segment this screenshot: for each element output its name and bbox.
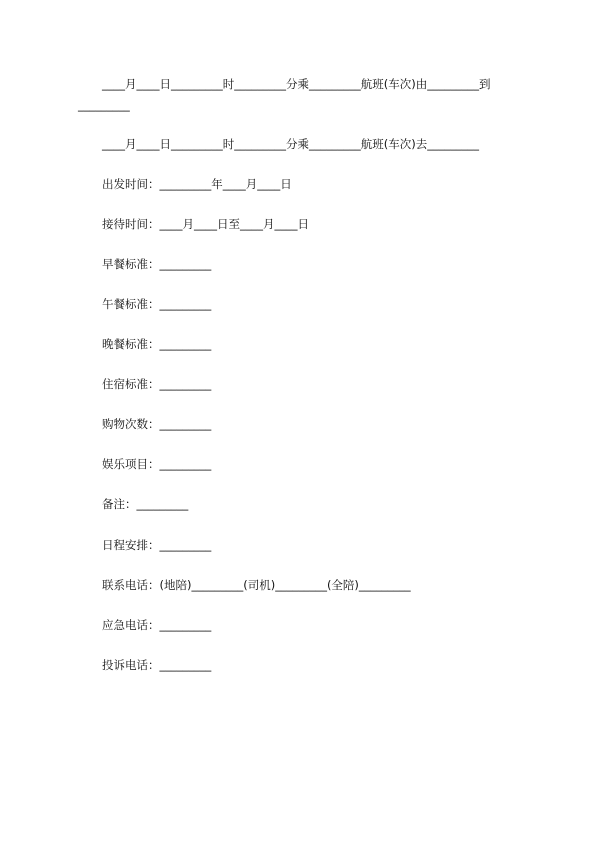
contact-phone-line <box>102 577 411 593</box>
flight-arrival-text-continued: _________ <box>78 98 130 112</box>
departure-time-text: 出发时间：_________年____月____日 <box>102 177 292 191</box>
flight-departure-text: ____月____日_________时_________分乘_________航班(车次)去_________ <box>102 137 479 151</box>
lunch-standard-line <box>102 296 211 312</box>
itinerary-line <box>102 537 211 553</box>
remarks-line <box>102 496 188 512</box>
flight-arrival-line-continued <box>78 97 130 113</box>
contact-phone-text: 联系电话：(地陪)_________(司机)_________(全陪)_________ <box>102 578 411 592</box>
dinner-standard-text: 晚餐标准：_________ <box>102 337 212 351</box>
accommodation-standard-line <box>102 376 211 392</box>
breakfast-standard-text: 早餐标准：_________ <box>102 257 212 271</box>
complaint-phone-text: 投诉电话：_________ <box>102 658 212 672</box>
entertainment-text: 娱乐项目：_________ <box>102 457 212 471</box>
emergency-phone-text: 应急电话：_________ <box>102 618 212 632</box>
flight-arrival-text: ____月____日_________时_________分乘_________航班(车次)由_________到 <box>102 77 491 91</box>
accommodation-standard-text: 住宿标准：_________ <box>102 377 212 391</box>
departure-time-line <box>102 176 292 192</box>
entertainment-line <box>102 456 211 472</box>
shopping-count-text: 购物次数：_________ <box>102 417 212 431</box>
emergency-phone-line <box>102 617 211 633</box>
remarks-text: 备注：_________ <box>102 497 189 511</box>
lunch-standard-text: 午餐标准：_________ <box>102 297 212 311</box>
itinerary-text: 日程安排：_________ <box>102 538 212 552</box>
flight-arrival-line <box>102 76 490 92</box>
reception-time-text: 接待时间：____月____日至____月____日 <box>102 217 309 231</box>
dinner-standard-line <box>102 336 211 352</box>
breakfast-standard-line <box>102 256 211 272</box>
complaint-phone-line <box>102 657 211 673</box>
flight-departure-line <box>102 136 479 152</box>
shopping-count-line <box>102 416 211 432</box>
reception-time-line <box>102 216 309 232</box>
